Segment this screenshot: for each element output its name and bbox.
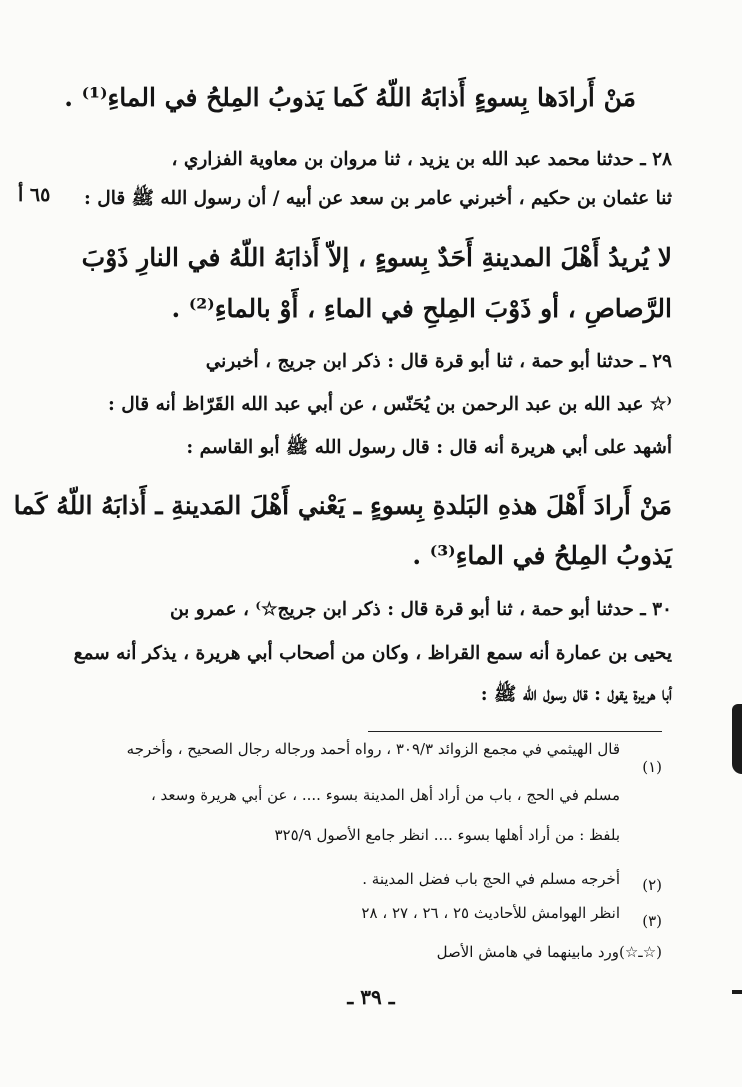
hadith-text-line: يَذوبُ المِلحُ في الماءِ⁽³⁾ .: [412, 541, 672, 570]
footnote-number: (٣): [642, 912, 662, 930]
isnad-line: يحيى بن عمارة أنه سمع القراظ ، وكان من أصحاب أبي هريرة ، يذكر أنه سمع: [73, 643, 672, 664]
hadith-text-line: مَنْ أَرادَ أَهْلَ هذهِ البَلدةِ بِسوءٍ ـ يَعْني أَهْلَ المَدينةِ ـ أَذابَهُ اللّهُ كَما: [13, 491, 672, 520]
isnad-line: أشهد على أبي هريرة أنه قال : قال رسول الله ﷺ أبو القاسم :: [186, 437, 672, 458]
scan-edge-mark: [732, 704, 742, 774]
footnote-number: (١): [642, 758, 662, 776]
hadith-text-line: الرَّصاصِ ، أو ذَوْبَ المِلحِ في الماءِ ، أَوْ بالماءِ⁽²⁾ .: [171, 294, 672, 323]
isnad-line: ٢٩ ـ حدثنا أبو حمة ، ثنا أبو قرة قال : ذكر ابن جريج ، أخبرني: [205, 351, 672, 372]
footnote-text: (☆ـ☆)ورد مابينهما في هامش الأصل: [436, 943, 662, 961]
isnad-line: ٢٨ ـ حدثنا محمد عبد الله بن يزيد ، ثنا مروان بن معاوية الفزاري ،: [171, 149, 672, 170]
footnote-text: انظر الهوامش للأحاديث ٢٥ ، ٢٦ ، ٢٧ ، ٢٨: [361, 904, 620, 922]
isnad-line: أبا هريرة يقول : قال رسول الله ﷺ :: [480, 684, 672, 705]
scan-edge-mark: [732, 990, 742, 994]
footnote-text: أخرجه مسلم في الحج باب فضل المدينة .: [362, 870, 620, 888]
footnote-text: بلفظ : من أراد أهلها بسوء .... انظر جامع الأصول ٣٢٥/٩: [274, 826, 620, 844]
hadith-text-line: لا يُريدُ أَهْلَ المدينةِ أَحَدٌ بِسوءٍ ، إلاّ أَذابَهُ اللّهُ في النارِ ذَوْبَ: [81, 243, 672, 272]
hadith-text-line: مَنْ أَرادَها بِسوءٍ أَذابَهُ اللّهُ كَما يَذوبُ المِلحُ في الماءِ⁽¹⁾ .: [64, 83, 636, 112]
isnad-line: ⁽☆ عبد الله بن عبد الرحمن بن يُحَنّس ، عن أبي عبد الله القَرّاظ أنه قال :: [107, 394, 672, 415]
isnad-line: ٣٠ ـ حدثنا أبو حمة ، ثنا أبو قرة قال : ذكر ابن جريج☆⁾ ، عمرو بن: [170, 599, 672, 620]
footnote-text: قال الهيثمي في مجمع الزوائد ٣٠٩/٣ ، رواه أحمد ورجاله رجال الصحيح ، وأخرجه: [126, 740, 620, 758]
page-number: ـ ٣٩ ـ: [347, 985, 395, 1009]
manuscript-folio-ref: ٦٥ أ: [18, 184, 51, 206]
footnote-number: (٢): [642, 876, 662, 894]
isnad-line: ثنا عثمان بن حكيم ، أخبرني عامر بن سعد عن أبيه / أن رسول الله ﷺ قال :: [84, 188, 672, 209]
footnote-separator: [368, 731, 662, 732]
footnote-text: مسلم في الحج ، باب من أراد أهل المدينة بسوء .... ، عن أبي هريرة وسعد ،: [150, 786, 620, 804]
